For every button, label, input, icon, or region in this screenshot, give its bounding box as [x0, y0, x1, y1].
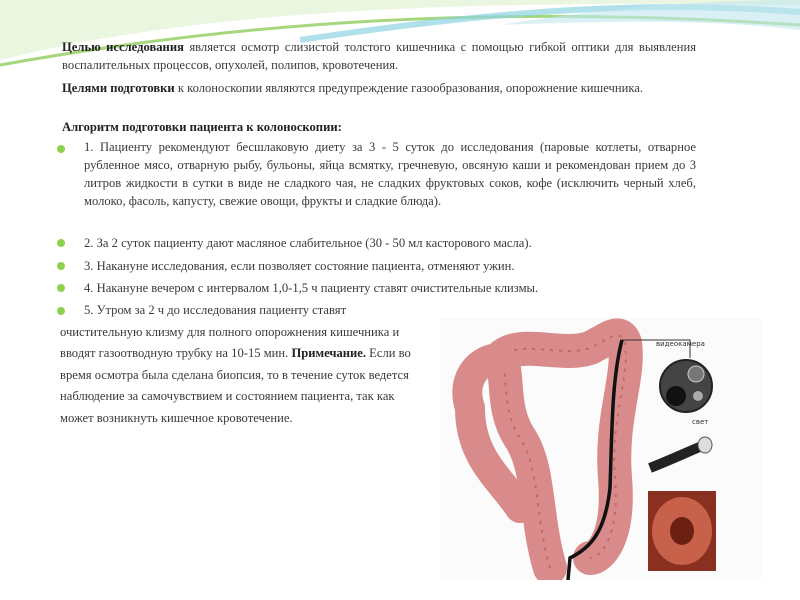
light-label: свет — [692, 418, 709, 426]
step-item: 2. За 2 суток пациенту дают масляное слабительное (30 - 50 мл касторового масла). — [84, 236, 532, 250]
goal-text: является осмотр слизистой толстого кишечника с помощью гибкой оптики для выявления воспалительных процессов, опухолей, полипов, кровотечения. — [62, 40, 696, 72]
colonoscopy-illustration — [440, 318, 762, 580]
step-item: 4. Накануне вечером с интервалом 1,0-1,5 ч пациенту ставят очистительные клизмы. — [84, 281, 539, 295]
prep-label: Целями подготовки — [62, 81, 175, 95]
goal-paragraph — [62, 38, 696, 74]
step-item: 1. Пациенту рекомендуют бесшлаковую диету за 3 - 5 суток до исследования (паровые котлеты, отварное рубленное мясо, отварную рыбу, бульоны, яйца всмятку, гречневую, овсяную каши и рекомендован прием до 3 литров жидкости в сутки в виде не сладкого чая, не сладких фруктовых соков, кофе (исключить черный хлеб, молоко, фасоль, капусту, свежие овощи, фрукты и сладкие блюда). — [84, 140, 696, 208]
prep-paragraph — [62, 79, 696, 97]
bullet-icon — [57, 284, 65, 292]
step-item: 3. Накануне исследования, если позволяет состояние пациента, отменяют ужин. — [84, 259, 515, 273]
goal-label: Целью исследования — [62, 40, 184, 54]
bullet-icon — [57, 239, 65, 247]
algorithm-title: Алгоритм подготовки пациента к колоноскопии: — [62, 120, 342, 134]
note-label: Примечание. — [291, 346, 367, 360]
prep-text: к колоноскопии являются предупреждение газообразования, опорожнение кишечника. — [174, 81, 644, 95]
note-text: Если во время осмотра была сделана биопсия, то в течение суток ведется наблюдение за самочувствием и состоянием пациента, так как может возникнуть кишечное кровотечение. — [60, 346, 411, 425]
bullet-icon — [57, 262, 65, 270]
step-item: 5. Утром за 2 ч до исследования пациенту ставят очистительную клизму для полного опорожнения кишечника и вводят газоотводную трубку на 10-15 мин. Примечание. Если во время осмотра была сделана биопсия, то в течение суток ведется наблюдение за самочувствием и состоянием пациента, так как может возникнуть кишечное кровотечение. — [60, 303, 411, 425]
bullet-icon — [57, 145, 65, 153]
camera-label: видеокамера — [656, 340, 705, 348]
